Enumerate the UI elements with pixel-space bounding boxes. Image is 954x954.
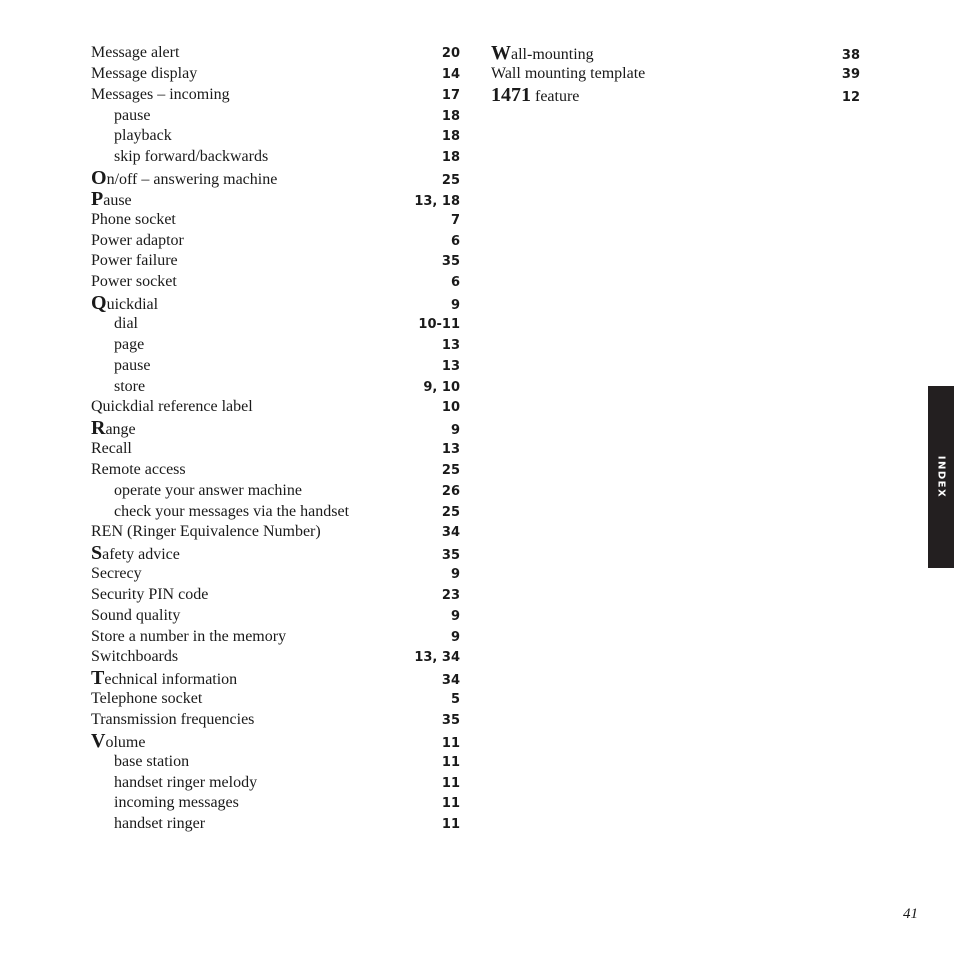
index-term xyxy=(491,64,645,85)
index-term xyxy=(91,377,145,398)
index-column-right xyxy=(491,43,860,106)
index-subentry xyxy=(91,126,460,147)
index-subentry xyxy=(91,773,460,794)
index-term-text: echnical information xyxy=(104,671,238,689)
index-term-text: ange xyxy=(105,421,136,439)
index-letter-initial: R xyxy=(91,417,106,440)
index-term-text: Power socket xyxy=(91,273,177,291)
index-term xyxy=(91,126,172,147)
index-page-refs: 25 xyxy=(441,504,460,520)
index-term-text: operate your answer machine xyxy=(114,481,302,499)
index-page-refs: 25 xyxy=(441,462,460,478)
index-term-text: Recall xyxy=(91,440,132,458)
index-entry xyxy=(91,627,460,648)
index-subentry xyxy=(91,106,460,127)
index-page-refs: 25 xyxy=(441,173,460,189)
index-page-refs: 9 xyxy=(450,423,460,439)
index-term xyxy=(91,439,132,460)
index-term xyxy=(91,773,257,794)
index-term-text: Store a number in the memory xyxy=(91,627,287,645)
index-entry xyxy=(91,251,460,272)
index-page-refs: 34 xyxy=(441,525,460,541)
index-term-text: Remote access xyxy=(91,460,186,478)
index-term xyxy=(91,189,132,212)
index-term xyxy=(91,335,144,356)
index-page-refs: 13, 18 xyxy=(414,193,460,209)
index-page-refs: 35 xyxy=(441,254,460,270)
section-tab-label: INDEX xyxy=(935,455,947,499)
index-entry xyxy=(91,564,460,585)
index-term xyxy=(91,210,176,231)
index-page-refs: 9, 10 xyxy=(423,379,460,395)
index-term xyxy=(91,418,136,441)
index-entry xyxy=(91,43,460,64)
index-page-refs: 18 xyxy=(441,150,460,166)
index-subentry xyxy=(91,752,460,773)
index-entry xyxy=(91,85,460,106)
index-page-refs: 13, 34 xyxy=(414,650,460,666)
index-page-refs: 6 xyxy=(450,233,460,249)
index-term xyxy=(91,147,268,168)
index-entry xyxy=(91,585,460,606)
index-term-text: Message alert xyxy=(91,44,180,61)
index-entry xyxy=(91,168,460,189)
index-page-refs: 35 xyxy=(441,713,460,728)
index-term-text: Security PIN code xyxy=(91,585,209,603)
index-entry xyxy=(91,272,460,293)
index-letter-initial: W xyxy=(491,42,511,64)
index-subentry xyxy=(91,481,460,502)
index-entry xyxy=(91,418,460,439)
index-page-refs: 34 xyxy=(441,673,460,689)
index-page-refs: 9 xyxy=(450,629,460,645)
index-entry xyxy=(91,231,460,252)
index-term xyxy=(491,43,594,66)
index-page-refs: 9 xyxy=(450,567,460,583)
index-term-text: Quickdial reference label xyxy=(91,398,253,416)
index-entry xyxy=(91,64,460,85)
index-term-text: Power failure xyxy=(91,252,178,270)
index-page-refs: 14 xyxy=(441,66,460,82)
index-term-text: Phone socket xyxy=(91,210,176,228)
index-entry xyxy=(91,522,460,543)
index-term-text: Transmission frequencies xyxy=(91,711,255,728)
index-entry xyxy=(91,689,460,710)
index-page-refs: 11 xyxy=(441,754,460,770)
index-term xyxy=(91,606,180,627)
index-term-text: Sound quality xyxy=(91,606,181,624)
page-number: 41 xyxy=(903,906,918,922)
index-page-refs: 18 xyxy=(441,129,460,145)
index-letter-initial: S xyxy=(91,542,103,565)
index-page-refs: 11 xyxy=(441,817,460,833)
index-subentry xyxy=(91,814,460,835)
index-term-text: olume xyxy=(105,733,146,751)
index-term-text: ause xyxy=(103,191,132,209)
index-term-text: Wall mounting template xyxy=(491,64,646,82)
index-term xyxy=(91,251,178,272)
index-subentry xyxy=(91,356,460,377)
index-term-text: skip forward/backwards xyxy=(114,148,269,166)
index-entry xyxy=(91,189,460,210)
index-page-refs: 35 xyxy=(441,548,460,564)
index-entry xyxy=(91,460,460,481)
index-entry xyxy=(91,397,460,418)
index-term xyxy=(91,502,349,523)
index-term xyxy=(91,543,180,566)
index-page-refs: 11 xyxy=(441,735,460,751)
index-term xyxy=(91,564,142,585)
index-term xyxy=(91,710,254,731)
index-page-refs: 17 xyxy=(441,87,460,103)
index-entry xyxy=(491,85,860,106)
index-page-refs: 20 xyxy=(441,46,460,61)
index-page-refs: 6 xyxy=(450,275,460,291)
index-term xyxy=(491,85,579,108)
index-page-refs: 13 xyxy=(441,337,460,353)
index-page-refs: 12 xyxy=(841,89,860,105)
index-page-refs: 26 xyxy=(441,483,460,499)
index-letter-initial: P xyxy=(91,187,104,210)
index-term xyxy=(91,731,145,754)
index-term xyxy=(91,814,205,835)
index-entry xyxy=(91,543,460,564)
index-term-text: Messages – incoming xyxy=(91,85,230,103)
index-term-text: check your messages via the handset xyxy=(114,502,350,520)
index-page-refs: 9 xyxy=(450,298,460,314)
index-term-text: dial xyxy=(114,314,138,332)
index-term-text: afety advice xyxy=(102,546,180,564)
index-entry xyxy=(91,668,460,689)
index-entry xyxy=(91,710,460,731)
index-term xyxy=(91,647,178,668)
index-term xyxy=(91,668,237,691)
index-entry xyxy=(91,647,460,668)
index-term xyxy=(91,689,202,710)
index-term xyxy=(91,460,186,481)
index-term-text: Message display xyxy=(91,64,198,82)
index-term-text: handset ringer melody xyxy=(114,773,258,791)
index-page-refs: 13 xyxy=(441,358,460,374)
index-entry xyxy=(91,210,460,231)
section-tab xyxy=(928,386,954,568)
index-term xyxy=(91,64,197,85)
index-page-refs: 18 xyxy=(441,108,460,124)
index-term-text: feature xyxy=(531,87,580,105)
index-term-text: REN (Ringer Equivalence Number) xyxy=(91,523,321,541)
index-term-text: page xyxy=(114,335,145,353)
index-term xyxy=(91,356,150,377)
index-term-text: pause xyxy=(114,356,151,374)
index-term-text: base station xyxy=(114,752,190,770)
index-page-refs: 10-11 xyxy=(418,316,460,332)
index-entry xyxy=(491,43,860,64)
index-letter-initial: V xyxy=(91,729,106,752)
index-page-refs: 13 xyxy=(441,442,460,458)
index-term xyxy=(91,793,239,814)
index-term xyxy=(91,752,189,773)
index-term xyxy=(91,168,277,191)
index-page-refs: 11 xyxy=(441,796,460,812)
index-letter-initial: T xyxy=(91,667,105,690)
index-term xyxy=(91,481,302,502)
index-term-text: n/off – answering machine xyxy=(106,171,278,189)
index-page-refs: 11 xyxy=(441,775,460,791)
index-term xyxy=(91,585,208,606)
index-page-refs: 9 xyxy=(450,608,460,624)
index-term-text: Switchboards xyxy=(91,648,179,666)
index-letter-initial: 1471 xyxy=(491,83,531,106)
index-term xyxy=(91,231,184,252)
index-term xyxy=(91,106,150,127)
index-page-refs: 23 xyxy=(441,587,460,603)
index-term-text: store xyxy=(114,377,146,395)
index-entry xyxy=(91,731,460,752)
index-term xyxy=(91,293,158,316)
index-subentry xyxy=(91,377,460,398)
index-column-left xyxy=(91,43,460,835)
index-term-text: all-mounting xyxy=(511,46,594,63)
index-entry xyxy=(91,439,460,460)
index-term-text: Power adaptor xyxy=(91,231,184,249)
index-page-refs: 38 xyxy=(841,48,860,63)
index-subentry xyxy=(91,793,460,814)
index-term-text: uickdial xyxy=(106,296,159,314)
index-term-text: pause xyxy=(114,106,151,124)
index-entry xyxy=(91,293,460,314)
index-term-text: Secrecy xyxy=(91,565,142,583)
index-term-text: Telephone socket xyxy=(91,690,203,708)
index-term xyxy=(91,397,253,418)
index-page-refs: 10 xyxy=(441,400,460,416)
index-term xyxy=(91,522,321,543)
index-term xyxy=(91,627,286,648)
index-term xyxy=(91,85,230,106)
index-entry xyxy=(491,64,860,85)
index-letter-initial: Q xyxy=(91,292,107,315)
index-term-text: handset ringer xyxy=(114,815,206,833)
index-entry xyxy=(91,606,460,627)
index-page-refs: 39 xyxy=(841,66,860,82)
index-subentry xyxy=(91,335,460,356)
index-page-refs: 5 xyxy=(450,692,460,708)
index-page-refs: 7 xyxy=(450,212,460,228)
index-term xyxy=(91,272,177,293)
index-subentry xyxy=(91,502,460,523)
index-term xyxy=(91,314,138,335)
index-term-text: playback xyxy=(114,127,172,145)
index-letter-initial: O xyxy=(91,167,107,190)
index-term xyxy=(91,43,179,64)
index-subentry xyxy=(91,314,460,335)
index-term-text: incoming messages xyxy=(114,794,239,812)
index-subentry xyxy=(91,147,460,168)
